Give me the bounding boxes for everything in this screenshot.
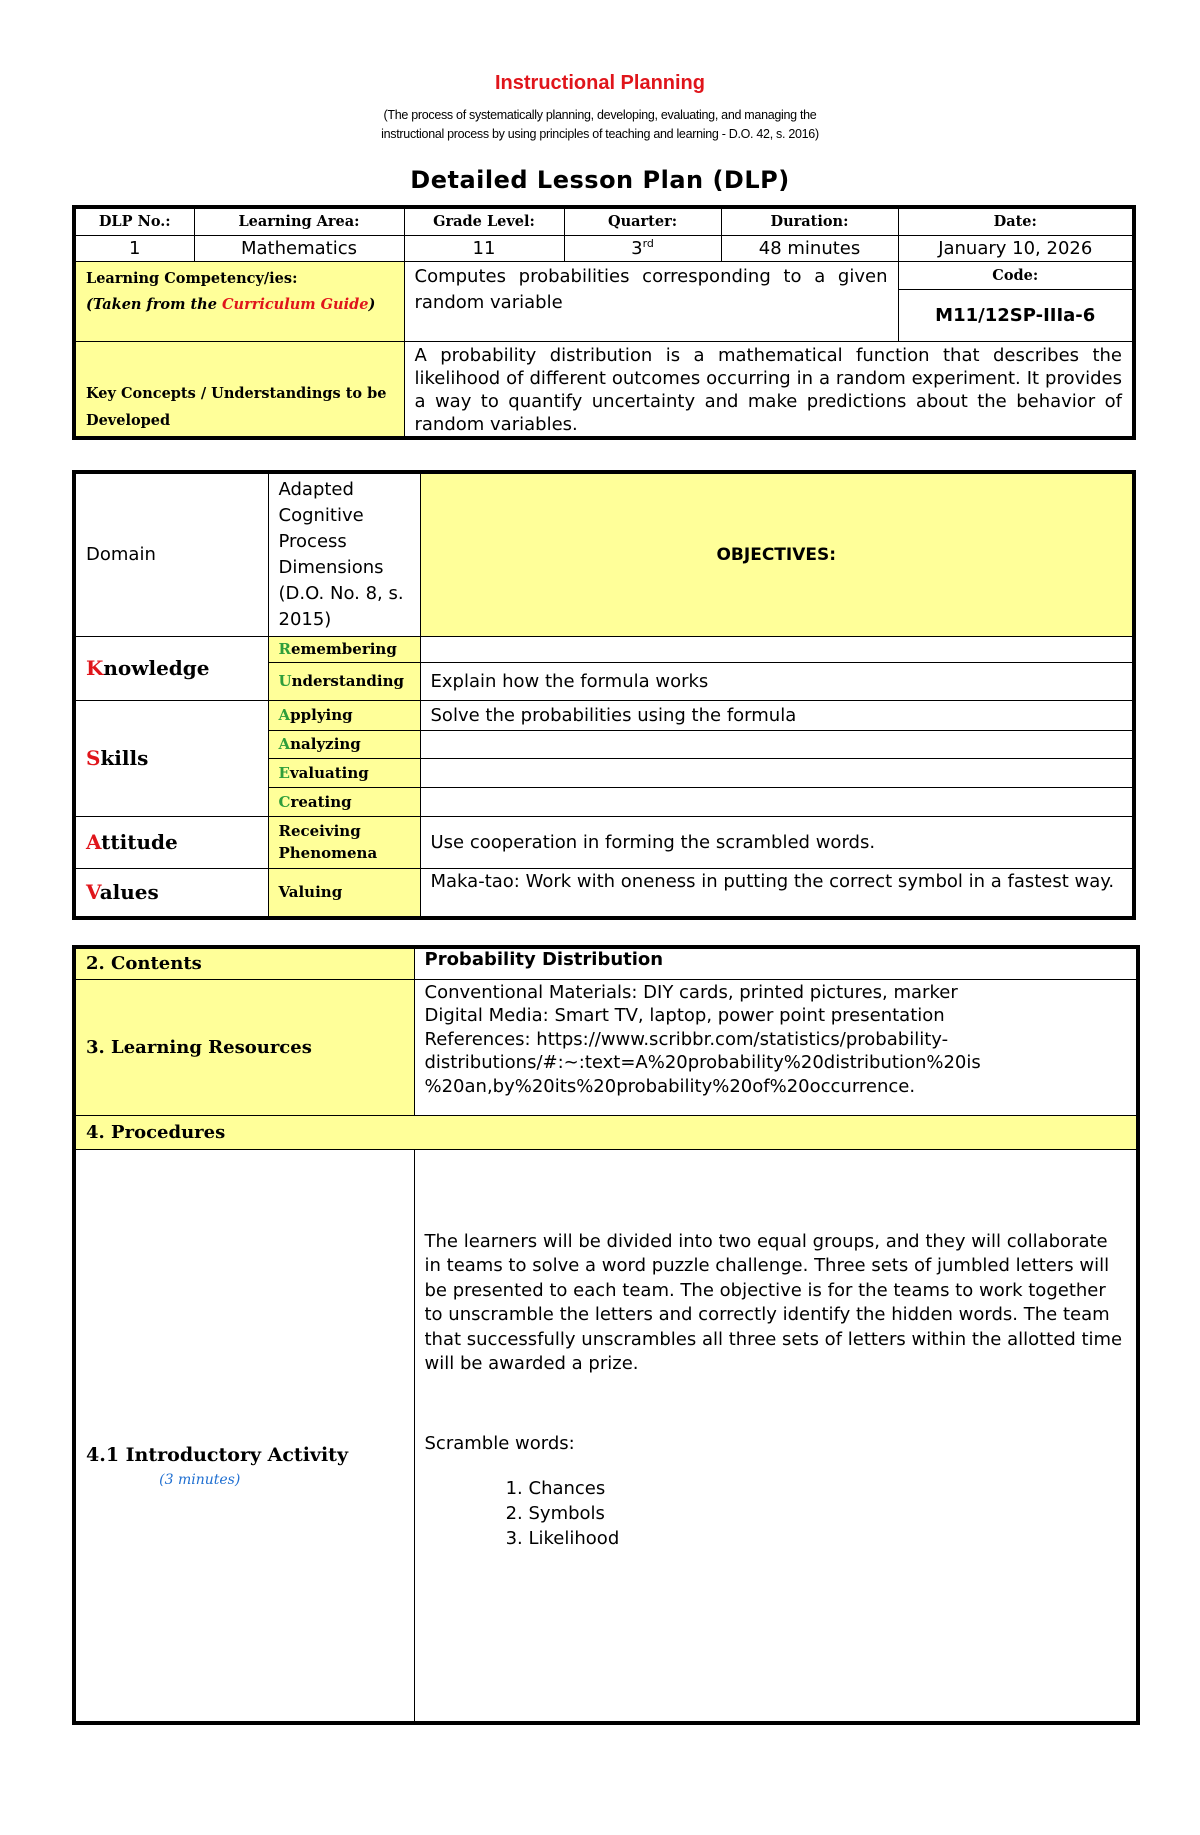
resources-text — [414, 979, 1138, 1115]
process-evaluating: Evaluating — [268, 758, 420, 787]
subtitle-line-1: (The process of systematically planning, developing, evaluating, and managing the — [383, 108, 817, 122]
resources-line-5: %20an,by%20its%20probability%20of%20occurrence. — [424, 1075, 916, 1097]
code-value: M11/12SP-IIIa-6 — [898, 289, 1134, 341]
quarter-value — [564, 235, 721, 261]
duration-header: Duration: — [721, 207, 898, 235]
contents-value: Probability Distribution — [414, 947, 1138, 979]
activity-time: (3 minutes) — [159, 1472, 241, 1489]
activity-content — [414, 1149, 1138, 1723]
dlp-no-header: DLP No.: — [74, 207, 194, 235]
contents-label: 2. Contents — [74, 947, 414, 979]
contents-table — [72, 945, 1140, 1725]
grade-level-header: Grade Level: — [404, 207, 564, 235]
scramble-word: 1. Chances — [529, 1476, 1127, 1501]
procedures-label: 4. Procedures — [74, 1115, 1138, 1149]
quarter-suffix: rd — [642, 237, 654, 250]
competency-text: Computes probabilities corresponding to a given random variable — [404, 261, 898, 341]
date-header: Date: — [898, 207, 1134, 235]
key-concepts-label: Key Concepts / Understandings to be Developed — [74, 341, 404, 438]
process-header: Adapted Cognitive Process Dimensions (D.O. No. 8, s. 2015) — [268, 472, 420, 636]
activity-label: 4.1 Introductory Activity — [86, 1444, 348, 1467]
resources-line-2: Digital Media: Smart TV, laptop, power point presentation — [424, 1005, 945, 1026]
duration-value: 48 minutes — [721, 235, 898, 261]
competency-label: Learning Competency/ies: — [86, 269, 298, 287]
date-value: January 10, 2026 — [898, 235, 1134, 261]
objective-applying: Solve the probabilities using the formula — [420, 700, 1134, 730]
domain-skills: Skills — [74, 700, 268, 816]
subtitle-line-2: instructional process by using principles of teaching and learning - D.O. 42, s. 2016) — [381, 127, 819, 141]
process-remembering: Remembering — [268, 636, 420, 662]
objective-remembering — [420, 636, 1134, 662]
objective-evaluating — [420, 758, 1134, 787]
domain-knowledge: Knowledge — [74, 636, 268, 700]
objective-understanding: Explain how the formula works — [420, 662, 1134, 700]
quarter-header: Quarter: — [564, 207, 721, 235]
learning-area-header: Learning Area: — [194, 207, 404, 235]
process-receiving: Receiving Phenomena — [268, 816, 420, 868]
scramble-word: 2. Symbols — [529, 1501, 1127, 1526]
objective-valuing: Maka-tao: Work with oneness in putting the correct symbol in a fastest way. — [420, 868, 1134, 918]
lesson-info-table — [72, 205, 1136, 440]
process-valuing: Valuing — [268, 868, 420, 918]
objectives-header: OBJECTIVES: — [420, 472, 1134, 636]
resources-line-1: Conventional Materials: DIY cards, printed pictures, marker — [424, 981, 958, 1003]
process-analyzing: Analyzing — [268, 730, 420, 758]
resources-label: 3. Learning Resources — [74, 979, 414, 1115]
page-title: Instructional Planning — [494, 72, 705, 94]
grade-level-value: 11 — [404, 235, 564, 261]
quarter-number: 3 — [631, 238, 643, 259]
page-subtitle — [0, 106, 1200, 144]
key-concepts-text: A probability distribution is a mathematical function that describes the likelihood of different outcomes occurring in a random experiment. It provides a way to quantify uncertainty and make predictions about the behavior of random variables. — [404, 341, 1134, 438]
learning-area-value: Mathematics — [194, 235, 404, 261]
competency-note: (Taken from the Curriculum Guide) — [86, 295, 376, 313]
dlp-title: Detailed Lesson Plan (DLP) — [410, 166, 790, 194]
process-understanding: Understanding — [268, 662, 420, 700]
dlp-no-value: 1 — [74, 235, 194, 261]
objective-creating — [420, 787, 1134, 816]
objective-analyzing — [420, 730, 1134, 758]
process-applying: Applying — [268, 700, 420, 730]
objectives-table — [72, 470, 1136, 920]
process-creating: Creating — [268, 787, 420, 816]
domain-attitude: Attitude — [74, 816, 268, 868]
resources-line-3: References: https://www.scribbr.com/statistics/probability- — [424, 1028, 949, 1050]
scramble-label: Scramble words: — [424, 1432, 575, 1454]
scramble-word: 3. Likelihood — [529, 1526, 1127, 1551]
code-label: Code: — [898, 261, 1134, 289]
activity-label-cell — [74, 1149, 414, 1723]
activity-text: The learners will be divided into two equal groups, and they will collaborate in teams to solve a word puzzle challenge. Three sets of jumbled letters will be presented to each team. The objective is for the teams to work together to unscramble the letters and correctly identify the hidden words. The team that successfully unscrambles all three sets of letters within the allotted time will be awarded a prize. — [424, 1230, 1123, 1374]
competency-label-cell — [74, 261, 404, 341]
resources-line-4: distributions/#:~:text=A%20probability%20distribution%20is — [424, 1052, 981, 1073]
domain-values: Values — [74, 868, 268, 918]
scramble-word-list — [425, 1476, 1127, 1551]
domain-header: Domain — [74, 472, 268, 636]
objective-receiving: Use cooperation in forming the scrambled words. — [420, 816, 1134, 868]
